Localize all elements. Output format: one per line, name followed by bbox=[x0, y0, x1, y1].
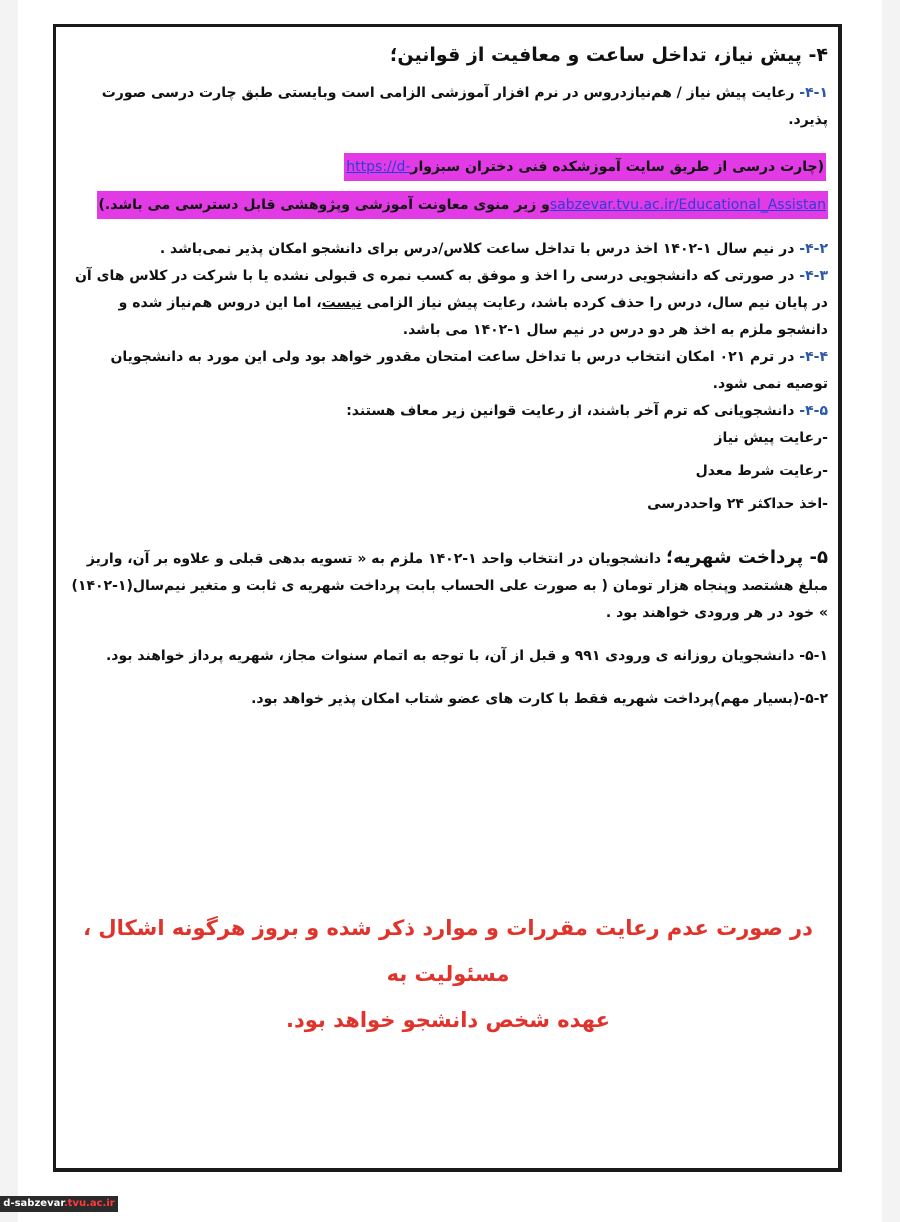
educational-assistant-link[interactable]: https://d-sabzevar.tvu.ac.ir/Educational_Assistan bbox=[346, 159, 826, 213]
item-4-4-text: در ترم ۰۲۱ امکان انتخاب درس با تداخل ساعت امتحان مقدور خواهد بود ولی این مورد به دانشجویان توصیه نمی شود. bbox=[110, 349, 828, 392]
item-4-2 bbox=[68, 236, 828, 263]
item-4-1-number: ۴-۱- bbox=[799, 85, 828, 101]
chart-note-after: و زیر منوی معاونت آموزشی وپژوهشی قابل دسترسی می باشد.) bbox=[98, 197, 550, 213]
section-4-title: ۴- پیش نیاز، تداخل ساعت و معافیت از قوانین؛ bbox=[389, 44, 828, 66]
exemption-1: -رعایت پیش نیاز bbox=[714, 430, 828, 446]
watermark-domain: .tvu.ac.ir bbox=[63, 1198, 115, 1209]
exemption-3: -اخذ حداکثر ۲۴ واحددرسی bbox=[647, 496, 828, 512]
exemption-2: -رعایت شرط معدل bbox=[695, 463, 828, 479]
item-4-4 bbox=[68, 344, 828, 398]
item-4-3-underlined: نیست bbox=[321, 295, 362, 311]
item-4-3-text-after: ، اما این دروس هم‌نیاز شده و دانشجو ملزم به اخذ هر دو درس در نیم سال ۱-۱۴۰۲ می باشد. bbox=[118, 295, 828, 338]
source-watermark bbox=[0, 1196, 118, 1212]
warning-line-2: عهده شخص دانشجو خواهد بود. bbox=[286, 1008, 610, 1032]
item-4-4-number: ۴-۴- bbox=[799, 349, 828, 365]
item-4-5-number: ۴-۵- bbox=[799, 403, 828, 419]
item-4-2-text: در نیم سال ۱-۱۴۰۲ اخذ درس با تداخل ساعت کلاس/درس برای دانشجو امکان پذیر نمی‌باشد . bbox=[159, 241, 800, 257]
section-5-title: ۵- پرداخت شهریه؛ bbox=[665, 547, 828, 568]
item-4-1 bbox=[68, 80, 828, 134]
section-5-intro-text: دانشجویان در انتخاب واحد ۱-۱۴۰۲ ملزم به « تسویه بدهی قبلی و علاوه بر آن، واریز مبلغ هشتصد وپنجاه هزار تومان ( به صورت علی الحساب بابت پرداخت شهریه ی ثابت و متغیر نیم‌سال(۱-۱۴۰۲) » خود در هر ورودی خواهند بود . bbox=[71, 551, 828, 621]
item-5-2: ۵-۲-(بسیار مهم)پرداخت شهریه فقط با کارت های عضو شتاب امکان پذیر خواهد بود. bbox=[251, 691, 828, 707]
responsibility-warning bbox=[68, 905, 828, 1043]
watermark-site: d-sabzevar bbox=[3, 1198, 64, 1209]
item-4-2-number: ۴-۲- bbox=[799, 241, 828, 257]
item-4-3-number: ۴-۳- bbox=[799, 268, 828, 284]
item-4-1-text: رعایت پیش نیاز / هم‌نیازدروس در نرم افزار آموزشی الزامی است وبایستی طبق چارت درسی صورت پذیرد. bbox=[101, 85, 828, 128]
item-4-5-text: دانشجویانی که ترم آخر باشند، از رعایت قوانین زیر معاف هستند: bbox=[346, 403, 800, 419]
item-4-3 bbox=[68, 263, 828, 344]
chart-note-highlight bbox=[97, 153, 828, 219]
item-5-1: ۵-۱- دانشجویان روزانه ی ورودی ۹۹۱ و قبل از آن، با توجه به اتمام سنوات مجاز، شهریه پرداز خواهند بود. bbox=[105, 648, 828, 664]
section-5-intro bbox=[68, 544, 828, 627]
chart-note bbox=[68, 148, 828, 224]
warning-line-1: در صورت عدم رعایت مقررات و موارد ذکر شده و بروز هرگونه اشکال ، مسئولیت به bbox=[83, 916, 813, 986]
chart-note-before: (چارت درسی از طریق سایت آموزشکده فنی دختران سبزوار bbox=[410, 159, 824, 175]
document-body bbox=[68, 40, 828, 713]
item-4-5 bbox=[68, 398, 828, 425]
item-4-3-text-before: در صورتی که دانشجویی درسی را اخذ و موفق به کسب نمره ی قبولی نشده یا با شرکت در کلاس های آن در پایان نیم سال، درس را حذف کرده باشد، رعایت پیش نیاز الزامی bbox=[74, 268, 828, 311]
